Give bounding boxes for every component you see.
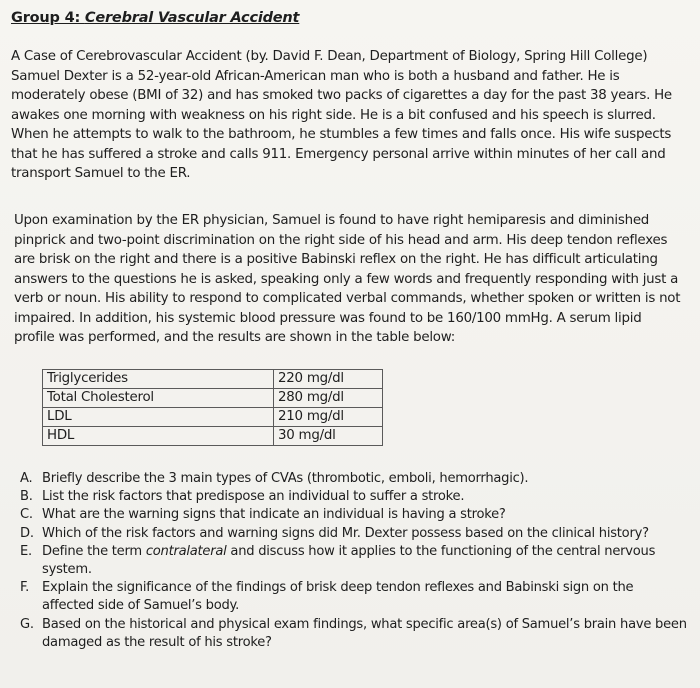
- lipid-name-cell: HDL: [43, 427, 274, 446]
- exam-line: impaired. In addition, his systemic blood pressure was found to be 160/100 mmHg. A serum lipid: [14, 310, 642, 326]
- question-text-line-2: affected side of Samuel’s body.: [42, 598, 240, 614]
- table-row: [43, 408, 383, 427]
- question-text-line-1: [42, 543, 690, 561]
- exam-line: verb or noun. His ability to respond to complicated verbal commands, whether spoken or written is not: [14, 291, 681, 306]
- question-b: [20, 488, 690, 506]
- case-line: transport Samuel to the ER.: [11, 166, 191, 181]
- lipid-name-cell: LDL: [43, 408, 274, 427]
- heading-title: Cerebral Vascular Accident: [84, 10, 300, 26]
- case-line: When he attempts to walk to the bathroom, he stumbles a few times and falls once. His wife suspects: [11, 127, 672, 142]
- question-e: [20, 543, 690, 579]
- exam-line: Upon examination by the ER physician, Samuel is found to have right hemiparesis and diminished: [14, 213, 650, 228]
- question-d: [20, 525, 690, 543]
- case-line: A Case of Cerebrovascular Accident (by. David F. Dean, Department of Biology, Spring Hill College): [11, 49, 648, 64]
- question-g: [20, 616, 690, 652]
- term-contralateral: contralateral: [145, 543, 227, 559]
- lipid-name-cell: Triglycerides: [43, 370, 274, 389]
- question-text-line-1: Explain the significance of the findings of brisk deep tendon reflexes and Babinski sign on the: [42, 580, 634, 596]
- lipid-profile-table: [42, 369, 383, 446]
- case-paragraph: [11, 47, 689, 184]
- lipid-value-cell: 280 mg/dl: [274, 389, 383, 408]
- question-text-line-1: Based on the historical and physical exam findings, what specific area(s) of Samuel’s brain have been: [42, 616, 687, 632]
- question-a: [20, 470, 690, 488]
- question-list: [20, 470, 690, 652]
- question-marker: A.: [20, 471, 33, 486]
- table-row: [43, 427, 383, 446]
- question-text-after: and discuss how it applies to the functioning of the central nervous: [226, 543, 656, 559]
- case-line: Samuel Dexter is a 52-year-old African-American man who is both a husband and father. He is: [11, 68, 620, 84]
- table-row: [43, 370, 383, 389]
- page-heading: [11, 10, 299, 26]
- exam-line: pinprick and two-point discrimination on the right side of his head and arm. His deep tendon reflexes: [14, 232, 668, 248]
- question-text-line-2: system.: [42, 562, 92, 578]
- table-row: [43, 389, 383, 408]
- exam-line: are brisk on the right and there is a positive Babinski reflex on the right. He has difficult articulating: [14, 252, 658, 267]
- lipid-value-cell: 30 mg/dl: [274, 427, 383, 446]
- question-marker: C.: [20, 507, 33, 523]
- question-marker: B.: [20, 489, 33, 505]
- heading-prefix: Group 4:: [11, 10, 85, 26]
- lipid-value-cell: 220 mg/dl: [274, 370, 383, 389]
- question-text: Which of the risk factors and warning signs did Mr. Dexter possess based on the clinical history?: [42, 525, 649, 541]
- question-text-line-2: damaged as the result of his stroke?: [42, 634, 272, 650]
- question-text: Briefly describe the 3 main types of CVAs (thrombotic, emboli, hemorrhagic).: [42, 471, 529, 486]
- case-line: moderately obese (BMI of 32) and has smoked two packs of cigarettes a day for the past 38 years. He: [11, 88, 672, 103]
- exam-line: profile was performed, and the results are shown in the table below:: [14, 330, 455, 345]
- question-c: [20, 506, 690, 524]
- exam-line: answers to the questions he is asked, speaking only a few words and frequently responding with just a: [14, 271, 679, 287]
- question-marker: G.: [20, 616, 34, 632]
- question-marker: D.: [20, 525, 34, 541]
- case-line: that he has suffered a stroke and calls 911. Emergency personal arrive within minutes of her call and: [11, 146, 666, 162]
- lipid-value-cell: 210 mg/dl: [274, 408, 383, 427]
- question-f: [20, 579, 690, 615]
- question-text-before: Define the term: [42, 543, 146, 559]
- case-line: awakes one morning with weakness on his right side. He is a bit confused and his speech is slurred.: [11, 107, 656, 123]
- question-text: List the risk factors that predispose an individual to suffer a stroke.: [42, 489, 465, 505]
- question-marker: E.: [20, 543, 32, 559]
- question-marker: F.: [20, 580, 30, 596]
- question-text: What are the warning signs that indicate an individual is having a stroke?: [42, 507, 506, 523]
- exam-paragraph: [14, 211, 692, 348]
- lipid-name-cell: Total Cholesterol: [43, 389, 274, 408]
